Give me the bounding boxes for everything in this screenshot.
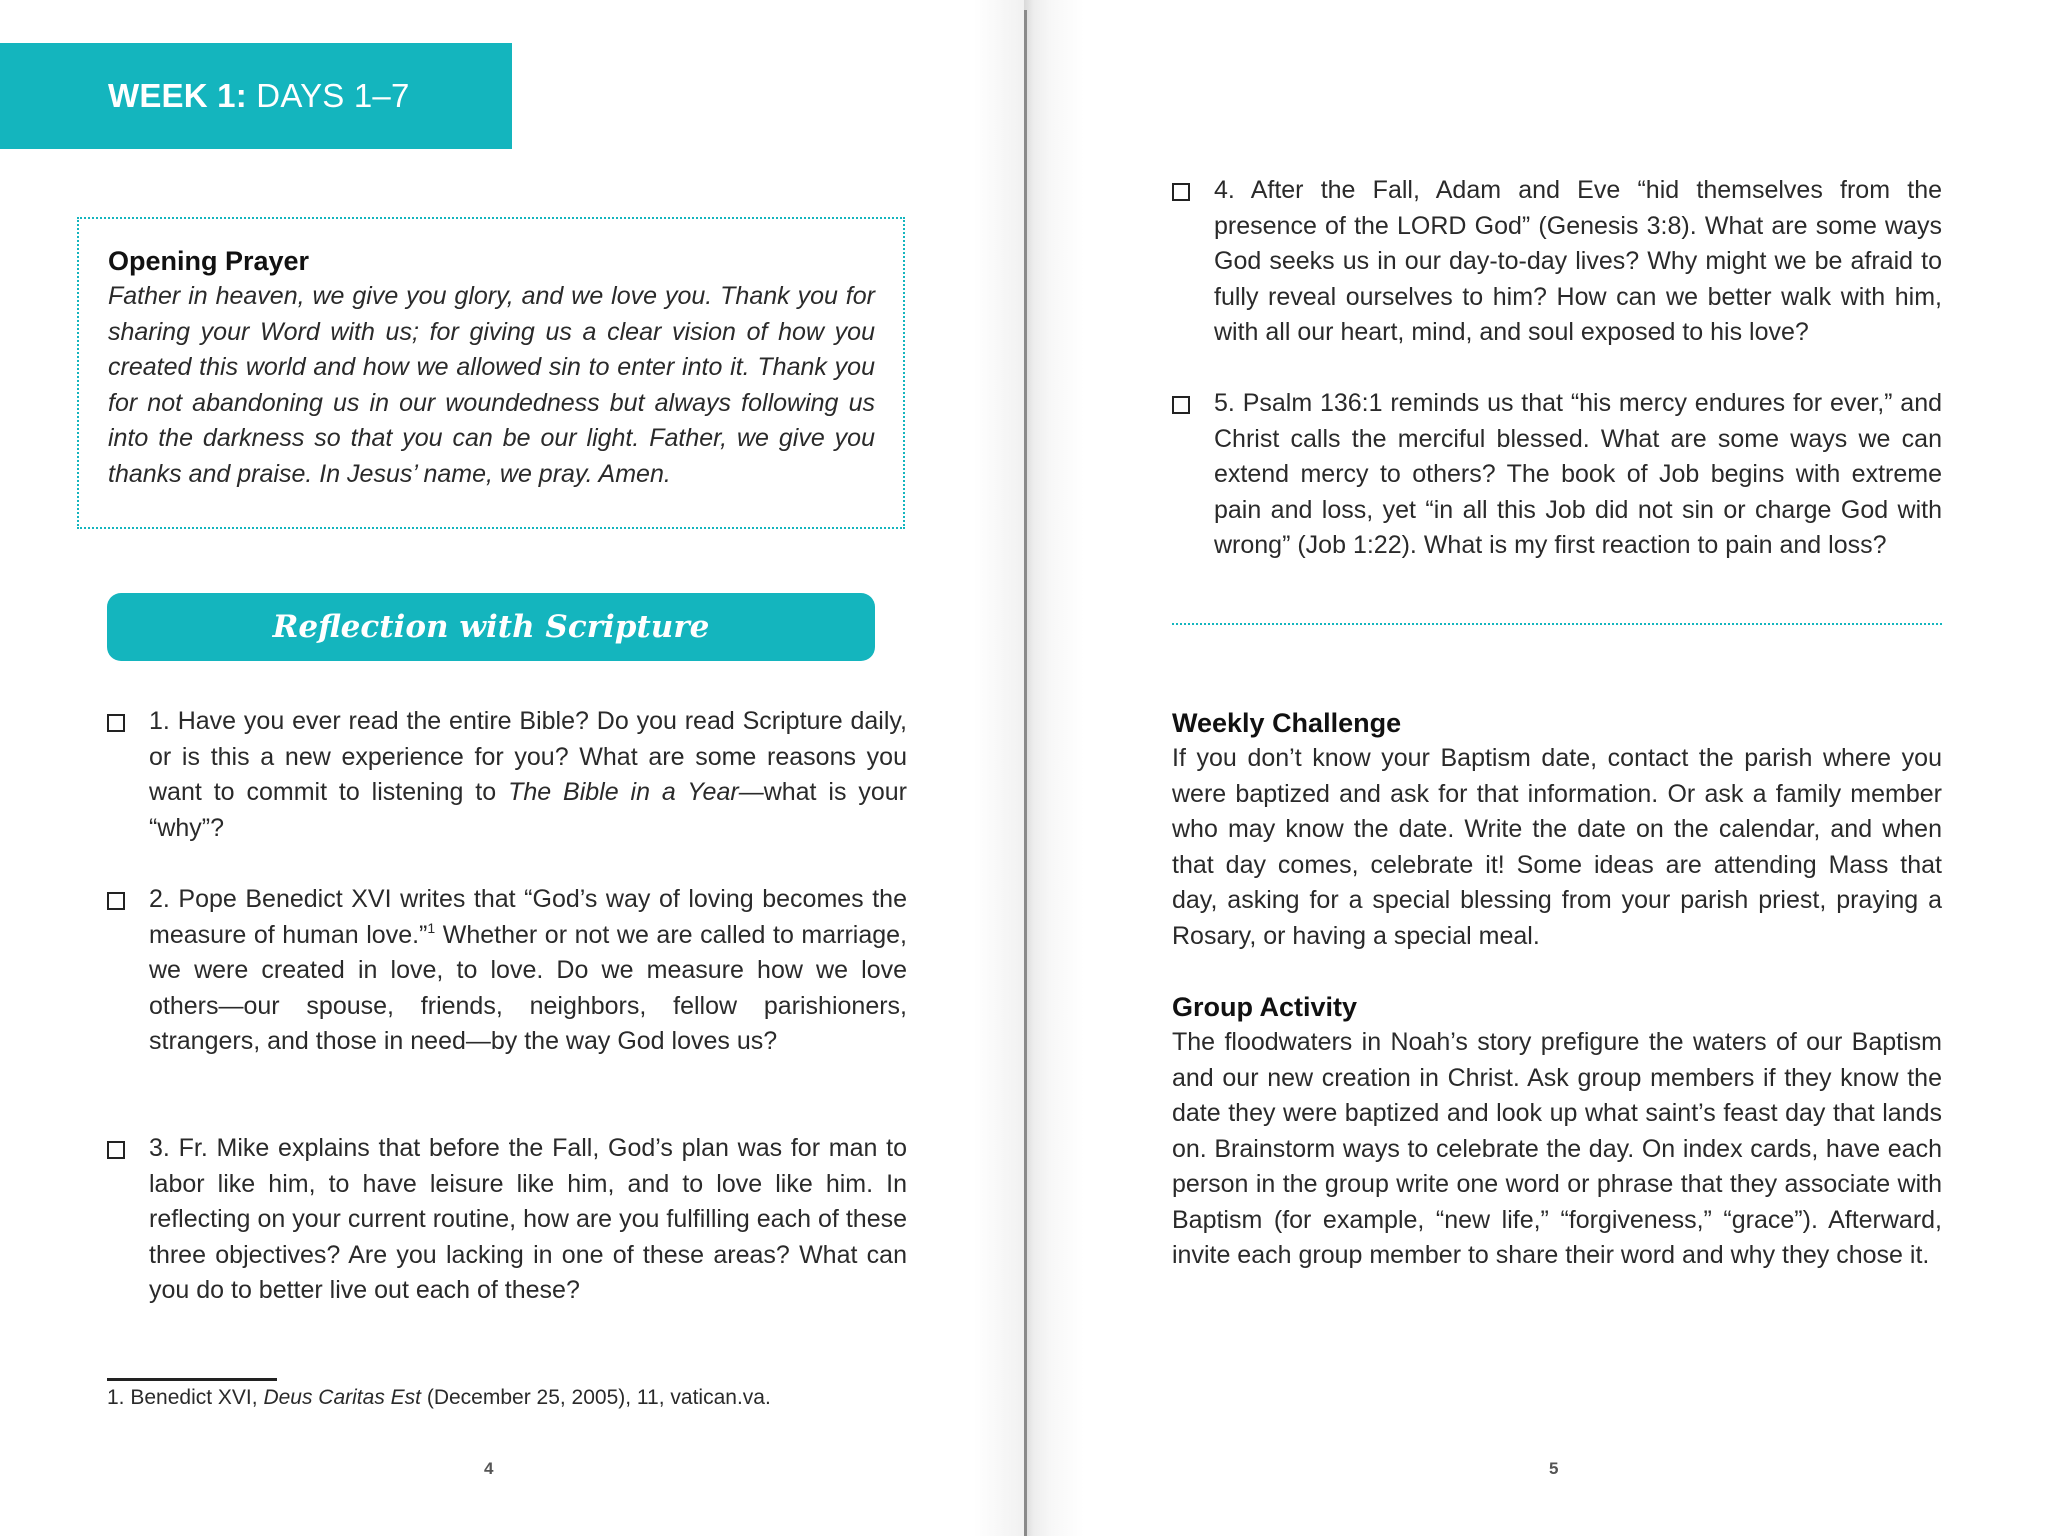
group-activity — [1172, 989, 1942, 1274]
footnote-divider — [107, 1378, 277, 1381]
weekly-challenge-title: Weekly Challenge — [1172, 708, 1402, 738]
checkbox[interactable] — [107, 1141, 125, 1159]
question-5 — [1172, 386, 1942, 564]
question-text — [149, 882, 907, 1060]
question-number: 2. — [149, 885, 170, 913]
days-label: DAYS 1–7 — [256, 77, 410, 114]
book-title: The Bible in a Year — [508, 778, 739, 806]
question-number: 1. — [149, 707, 170, 735]
question-body: Fr. Mike explains that before the Fall, God’s plan was for man to labor like him, to have leisure like him, and to love like him. In reflecting on your current routine, how are you fulfilling each of these three objectives? Are you lacking in one of these areas? What can you do to better live out each of these? — [149, 1134, 907, 1304]
checkbox[interactable] — [1172, 183, 1190, 201]
weekly-challenge — [1172, 705, 1942, 954]
weekly-challenge-text: If you don’t know your Baptism date, contact the parish where you were baptized and ask for that information. Or ask a family member who may know the date. Write the date on the calendar, and when that day comes, celebrate it! Some ideas are attending Mass that day, asking for a special blessing from your parish priest, praying a Rosary, or having a special meal. — [1172, 744, 1942, 950]
question-number: 5. — [1214, 389, 1235, 417]
checkbox[interactable] — [107, 892, 125, 910]
group-activity-title: Group Activity — [1172, 992, 1358, 1022]
question-body-end: —what is your “why”? — [149, 778, 907, 842]
book-gutter — [1024, 10, 1027, 1536]
footnote-text: 1. Benedict XVI, — [107, 1386, 264, 1409]
question-text — [149, 1131, 907, 1309]
opening-prayer-text: Father in heaven, we give you glory, and we love you. Thank you for sharing your Word with us; for giving us a clear vision of how you created this world and how we allowed sin to enter into it. Thank you for not abandoning us in our woundedness but always following us into the darkness so that you can be our light. Father, we give you thanks and praise. In Jesus’ name, we pray. Amen. — [108, 282, 875, 488]
question-body: Have you ever read the entire Bible? Do you read Scripture daily, or is this a new experience for you? What are some reasons you want to commit to listening to — [149, 707, 908, 806]
question-text — [1214, 386, 1942, 564]
reflection-banner: Reflection with Scripture — [107, 593, 875, 661]
week-label: WEEK 1: — [108, 77, 247, 114]
page-number-right: 5 — [1549, 1459, 1559, 1478]
question-text — [149, 704, 907, 846]
week-banner — [0, 43, 512, 149]
question-1 — [107, 704, 907, 846]
question-text — [1214, 173, 1942, 351]
question-body: Psalm 136:1 reminds us that “his mercy endures for ever,” and Christ calls the merciful blessed. What are some ways we can extend mercy to others? The book of Job begins with extreme pain and loss, yet “in all this Job did not sin or charge God with wrong” (Job 1:22). What is my first reaction to pain and loss? — [1214, 389, 1942, 559]
question-2 — [107, 882, 907, 1060]
question-number: 4. — [1214, 176, 1235, 204]
question-number: 3. — [149, 1134, 170, 1162]
page-shadow — [974, 0, 1024, 1536]
checkbox[interactable] — [107, 714, 125, 732]
footnote — [107, 1383, 771, 1413]
footnote-ref[interactable]: 1 — [427, 919, 436, 936]
footnote-title: Deus Caritas Est — [263, 1386, 421, 1409]
question-body: After the Fall, Adam and Eve “hid themselves from the presence of the LORD God” (Genesis 3:8). What are some ways God seeks us in our day-to-day lives? Why might we be afraid to fully reveal ourselves to him? How can we better walk with him, with all our heart, mind, and soul exposed to his love? — [1214, 176, 1942, 346]
page-number-left: 4 — [484, 1459, 494, 1478]
section-divider — [1172, 623, 1942, 625]
question-body-end: Whether or not we are called to marriage, we were created in love, to love. Do we measure how we love others—our spouse, friends, neighbors, fellow parishioners, strangers, and those in need—by the way God loves us? — [149, 920, 908, 1055]
question-3 — [107, 1131, 907, 1309]
opening-prayer-title: Opening Prayer — [108, 246, 310, 276]
question-body: Pope Benedict XVI writes that “God’s way of loving becomes the measure of human love.” — [149, 885, 907, 949]
checkbox[interactable] — [1172, 396, 1190, 414]
group-activity-text: The floodwaters in Noah’s story prefigure the waters of our Baptism and our new creation in Christ. Ask group members if they know the date they were baptized and look up what saint’s feast day that lands on. Brainstorm ways to celebrate the day. On index cards, have each person in the group write one word or phrase that they associate with Baptism (for example, “new life,” “forgiveness,” “grace”). Afterward, invite each group member to share their word and why they chose it. — [1172, 1028, 1942, 1269]
opening-prayer-box — [77, 217, 905, 529]
footnote-text-end: (December 25, 2005), 11, vatican.va. — [421, 1386, 771, 1409]
question-4 — [1172, 173, 1942, 351]
